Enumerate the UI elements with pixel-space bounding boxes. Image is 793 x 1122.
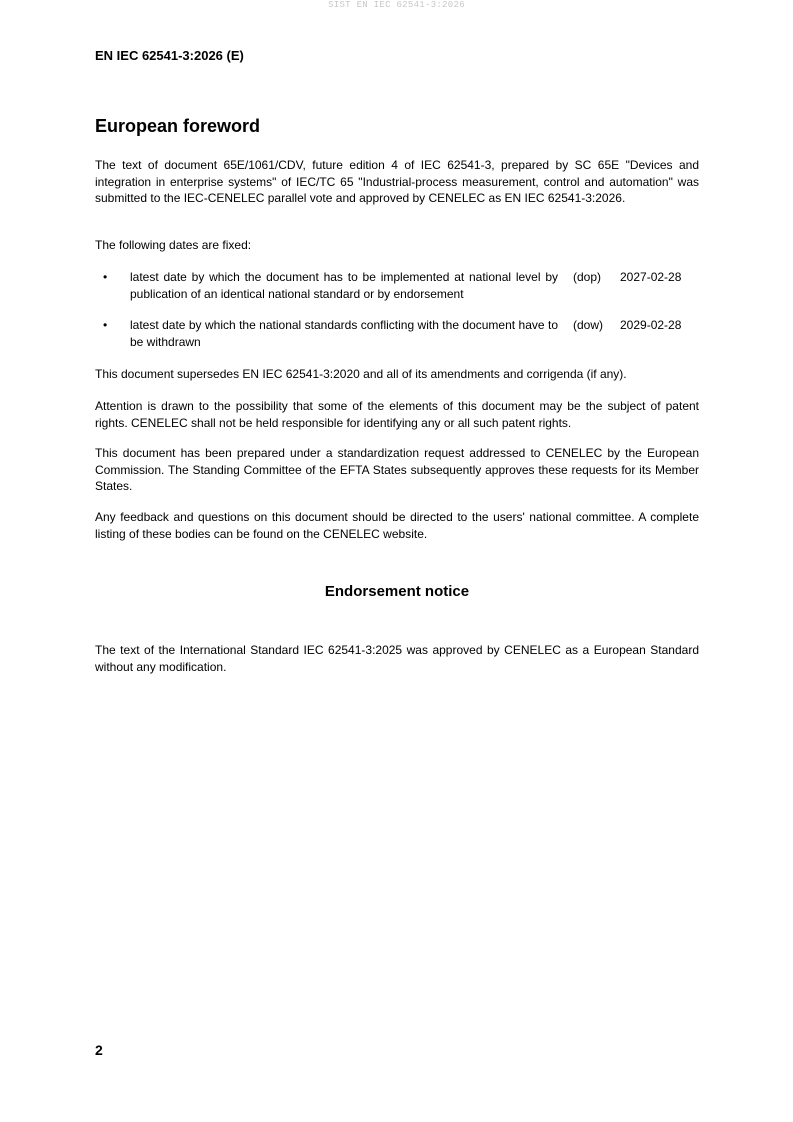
bullet-icon: • <box>103 270 108 284</box>
date-row-date: 2027-02-28 <box>620 270 682 284</box>
foreword-paragraph-6: Any feedback and questions on this document should be directed to the users' national committee. A complete listing of these bodies can be found on the CENELEC website. <box>95 510 699 541</box>
foreword-paragraph-5: This document has been prepared under a standardization request addressed to CENELEC by the European Commission. The Standing Committee of the EFTA States subsequently approves these requests for its Member States. <box>95 446 699 493</box>
bullet-icon: • <box>103 318 108 332</box>
foreword-paragraph-2: The following dates are fixed: <box>95 238 252 252</box>
date-row-text: latest date by which the national standards conflicting with the document have to be withdrawn <box>130 318 558 349</box>
foreword-paragraph-4: Attention is drawn to the possibility that some of the elements of this document may be the subject of patent rights. CENELEC shall not be held responsible for identifying any or all such patent rights. <box>95 399 699 430</box>
document-identifier: EN IEC 62541-3:2026 (E) <box>95 48 244 63</box>
watermark: SIST EN IEC 62541-3:2026 <box>328 0 465 10</box>
date-row-text: latest date by which the document has to be implemented at national level by publication of an identical national standard or by endorsement <box>130 270 558 301</box>
date-row-dop <box>95 269 699 303</box>
date-row-code: (dow) <box>573 318 604 332</box>
endorsement-title: Endorsement notice <box>324 583 470 600</box>
date-row-dow <box>95 317 699 351</box>
date-row-date: 2029-02-28 <box>620 318 682 332</box>
date-row-code: (dop) <box>573 270 602 284</box>
page-number: 2 <box>95 1042 103 1058</box>
foreword-paragraph-3: This document supersedes EN IEC 62541-3:2020 and all of its amendments and corrigenda (if any). <box>95 367 627 381</box>
endorsement-text: The text of the International Standard IEC 62541-3:2025 was approved by CENELEC as a European Standard without any modification. <box>95 643 699 674</box>
foreword-title: European foreword <box>95 116 261 136</box>
foreword-paragraph-1: The text of document 65E/1061/CDV, future edition 4 of IEC 62541-3, prepared by SC 65E "Devices and integration in enterprise systems" of IEC/TC 65 "Industrial-process measurement, control and automation" was submitted to the IEC-CENELEC parallel vote and approved by CENELEC as EN IEC 62541-3:2026. <box>95 158 699 205</box>
